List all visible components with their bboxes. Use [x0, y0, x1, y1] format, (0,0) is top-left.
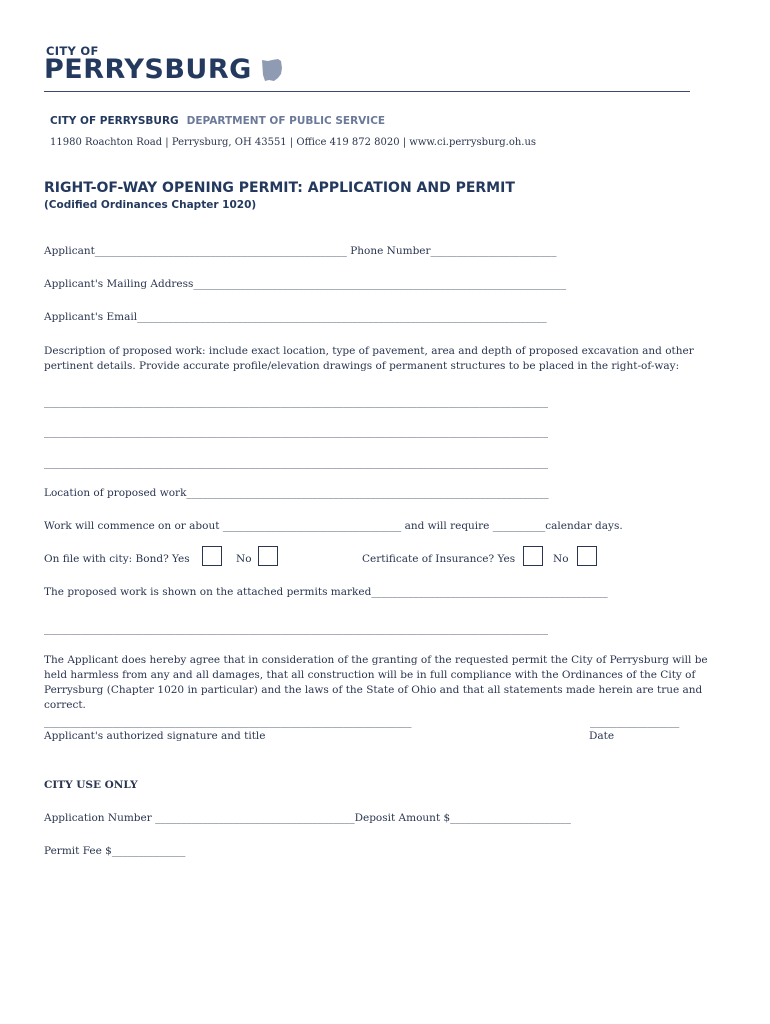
insurance-no-label: No: [553, 553, 569, 565]
bond-no-checkbox[interactable]: [258, 546, 278, 566]
description-line-1[interactable]: ________________________________________________________________________________________________: [44, 396, 548, 408]
permit-fee-field[interactable]: Permit Fee $______________: [44, 845, 186, 857]
ohio-state-icon: [260, 58, 284, 82]
permits-line-2[interactable]: ________________________________________________________________________________________________: [44, 623, 548, 635]
permits-field[interactable]: The proposed work is shown on the attached permits marked_____________________________________________: [44, 586, 608, 598]
agreement-text: The Applicant does hereby agree that in consideration of the granting of the requested permit the City of Perrysburg will be held harmless from any and all damages, that all construction will be in full compliance with the Ordinances of the City of Perrysburg (Chapter 1020 in particular) and the laws of the State of Ohio and that all statements made herein are true and correct.: [44, 654, 708, 711]
city-use-heading: CITY USE ONLY: [44, 779, 138, 791]
page-subtitle: (Codified Ordinances Chapter 1020): [44, 199, 257, 211]
date-label: Date: [589, 730, 615, 742]
page-title: RIGHT-OF-WAY OPENING PERMIT: APPLICATION AND PERMIT: [44, 180, 515, 196]
logo-perrysburg: PERRYSBURG: [44, 54, 252, 85]
commence-field[interactable]: Work will commence on or about __________________________________ and will require __________calendar days.: [44, 520, 623, 532]
insurance-no-checkbox[interactable]: [577, 546, 597, 566]
bond-yes-checkbox[interactable]: [202, 546, 222, 566]
insurance-label: Certificate of Insurance? Yes: [362, 553, 516, 565]
description-line-3[interactable]: ________________________________________________________________________________________________: [44, 457, 548, 469]
mailing-address-field[interactable]: Applicant's Mailing Address_______________________________________________________________________: [44, 278, 567, 290]
bond-label: On file with city: Bond? Yes: [44, 553, 190, 565]
date-field[interactable]: _________________: [590, 716, 680, 728]
application-number-field[interactable]: Application Number ______________________________________Deposit Amount $_______________________: [44, 812, 571, 824]
header-divider: [44, 91, 690, 92]
bond-no-label: No: [236, 553, 252, 565]
signature-label: Applicant's authorized signature and title: [44, 730, 266, 742]
location-field[interactable]: Location of proposed work_____________________________________________________________________: [44, 487, 549, 499]
description-instructions: Description of proposed work: include exact location, type of pavement, area and depth of proposed excavation and other pertinent details. Provide accurate profile/elevation drawings of permanent structures to be placed in the right-of-way:: [44, 345, 694, 372]
email-field[interactable]: Applicant's Email______________________________________________________________________________: [44, 311, 547, 323]
department-sub: DEPARTMENT OF PUBLIC SERVICE: [186, 115, 386, 127]
applicant-field[interactable]: Applicant________________________________________________ Phone Number________________________: [44, 245, 557, 257]
department-heading: [50, 115, 385, 127]
address-line: 11980 Roachton Road | Perrysburg, OH 43551 | Office 419 872 8020 | www.ci.perrysburg.oh.us: [50, 137, 537, 148]
department-name: CITY OF PERRYSBURG: [50, 115, 179, 127]
logo-city-of: CITY OF: [46, 44, 99, 58]
signature-field[interactable]: ______________________________________________________________________: [44, 716, 412, 728]
insurance-yes-checkbox[interactable]: [523, 546, 543, 566]
description-line-2[interactable]: ________________________________________________________________________________________________: [44, 426, 548, 438]
